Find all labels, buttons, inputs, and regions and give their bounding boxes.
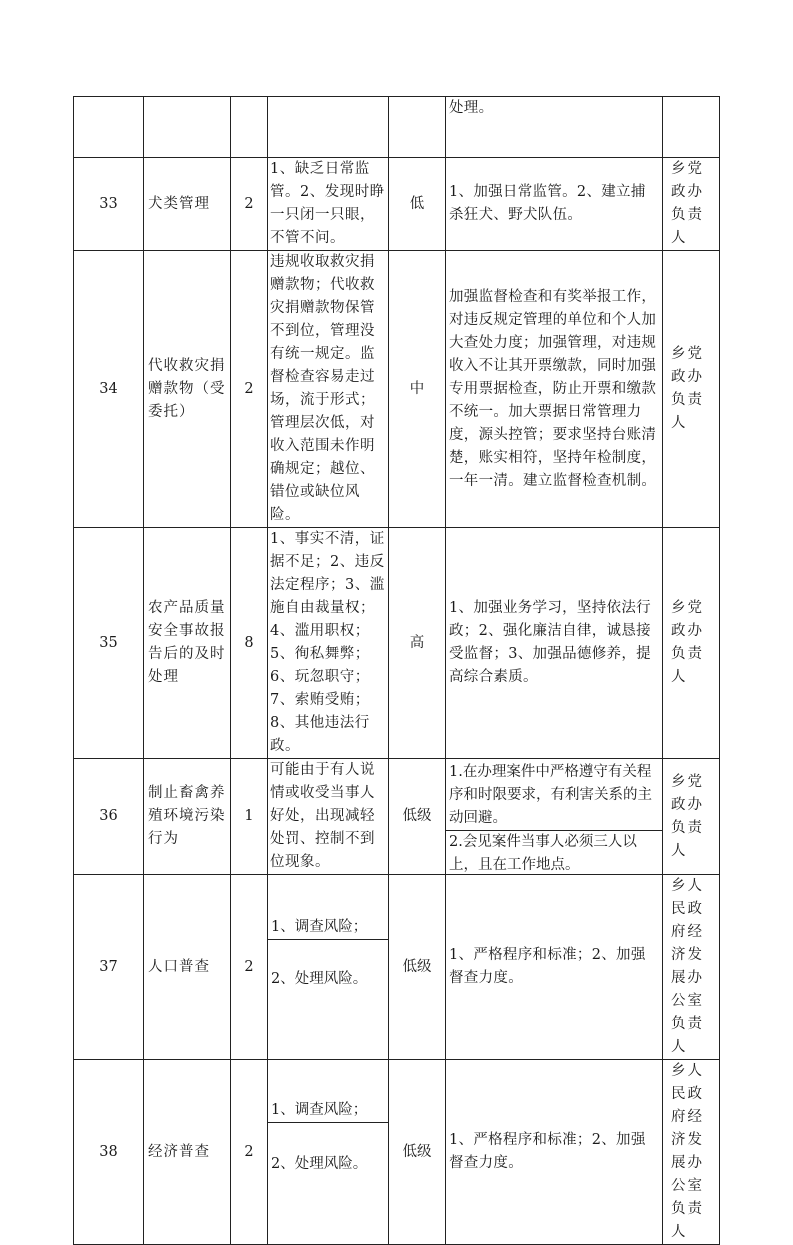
risk-level: 高 [389,528,446,759]
risk-item: 2、处理风险。 [268,939,388,1019]
table-row [74,97,720,158]
risk-count: 2 [231,1060,268,1245]
risk-count: 2 [231,875,268,1060]
row-number [74,97,144,158]
risk-count [231,97,268,158]
item-name: 经济普查 [144,1060,231,1245]
risk-description: 违规收取救灾捐赠款物；代收救灾捐赠款物保管不到位，管理没有统一规定。监督检查容易走过场，流于形式；管理层次低，对收入范围未作明确规定；越位、错位或缺位风险。 [268,251,389,528]
item-name: 制止畜禽养殖环境污染行为 [144,759,231,875]
table-row [74,528,720,759]
risk-count: 2 [231,158,268,251]
row-number: 33 [74,158,144,251]
item-name: 农产品质量安全事故报告后的及时处理 [144,528,231,759]
table-row [74,759,720,875]
risk-description [268,875,389,1060]
risk-level: 中 [389,251,446,528]
responsible-person: 乡党政办负责人 [663,251,720,528]
responsible-person: 乡党政办负责人 [663,158,720,251]
control-measures: 加强监督检查和有奖举报工作，对违反规定管理的单位和个人加大查处力度；加强管理，对违规收入不让其开票缴款，同时加强专用票据检查，防止开票和缴款不统一。加大票据日常管理力度，源头控管；要求坚持台账清楚，账实相符，坚持年检制度，一年一清。建立监督检查机制。 [446,251,663,528]
risk-level: 低级 [389,1060,446,1245]
table-row [74,158,720,251]
responsible-person: 乡党政办负责人 [663,528,720,759]
row-number: 36 [74,759,144,875]
item-name: 人口普查 [144,875,231,1060]
table-row [74,875,720,1060]
risk-item: 2、处理风险。 [268,1122,388,1205]
risk-description: 1、缺乏日常监管。2、发现时睁一只闭一只眼，不管不问。 [268,158,389,251]
row-number: 37 [74,875,144,1060]
item-name [144,97,231,158]
risk-count: 1 [231,759,268,875]
risk-description [268,97,389,158]
risk-count: 8 [231,528,268,759]
row-number: 35 [74,528,144,759]
risk-item: 1、调查风险； [271,918,368,935]
measure-item: 1.在办理案件中严格遵守有关程序和时限要求，有利害关系的主动回避。 [449,763,652,826]
risk-level [389,97,446,158]
risk-description: 1、事实不清，证据不足；2、违反法定程序；3、滥施自由裁量权；4、滥用职权；5、徇私舞弊；6、玩忽职守；7、索贿受贿；8、其他违法行政。 [268,528,389,759]
item-name: 代收救灾捐赠款物（受委托） [144,251,231,528]
table-row [74,251,720,528]
row-number: 38 [74,1060,144,1245]
responsible-person: 乡党政办负责人 [663,759,720,875]
risk-level: 低级 [389,875,446,1060]
risk-count: 2 [231,251,268,528]
risk-level: 低级 [389,759,446,875]
control-measures: 1、加强日常监管。2、建立捕杀狂犬、野犬队伍。 [446,158,663,251]
control-measures: 1、加强业务学习，坚持依法行政；2、强化廉洁自律，诚恳接受监督；3、加强品德修养，提高综合素质。 [446,528,663,759]
control-measures: 1、严格程序和标准；2、加强督查力度。 [446,1060,663,1245]
measure-item: 2.会见案件当事人必须三人以上，且在工作地点。 [446,830,662,877]
responsible-person: 乡人民政府经济发展办公室负责人 [663,875,720,1060]
control-measures: 1、严格程序和标准；2、加强督查力度。 [446,875,663,1060]
risk-description: 可能由于有人说情或收受当事人好处，出现减轻处罚、控制不到位现象。 [268,759,389,875]
row-number: 34 [74,251,144,528]
risk-item: 1、调查风险； [271,1102,368,1118]
control-measures: 处理。 [446,97,663,158]
risk-table [73,96,720,1245]
responsible-person: 乡人民政府经济发展办公室负责人 [663,1060,720,1245]
responsible-person [663,97,720,158]
table-row [74,1060,720,1245]
control-measures [446,759,663,875]
item-name: 犬类管理 [144,158,231,251]
risk-level: 低 [389,158,446,251]
risk-description [268,1060,389,1245]
